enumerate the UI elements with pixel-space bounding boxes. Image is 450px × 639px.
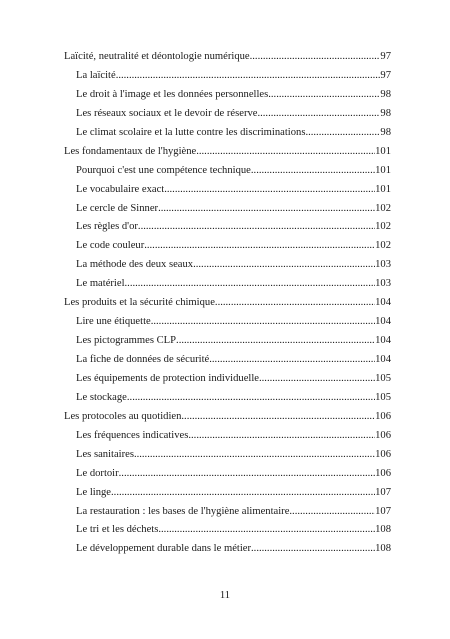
toc-entry-title: Les produits et la sécurité chimique (64, 297, 215, 309)
dot-leader (193, 256, 375, 275)
toc-entry-page: 101 (375, 145, 391, 157)
toc-subsection-entry[interactable] (64, 540, 391, 559)
toc-entry-title: Les règles d'or (76, 221, 138, 233)
toc-entry-page: 105 (375, 372, 391, 384)
toc-subsection-entry[interactable] (64, 275, 391, 294)
toc-entry-page: 108 (375, 524, 391, 536)
toc-entry-page: 106 (375, 448, 391, 460)
dot-leader (257, 105, 380, 124)
toc-entry-title: Le climat scolaire et la lutte contre les discriminations (76, 126, 306, 138)
toc-entry-page: 106 (375, 467, 391, 479)
dot-leader (181, 408, 375, 427)
toc-entry-page: 101 (375, 164, 391, 176)
toc-entry-page: 97 (380, 51, 391, 62)
toc-subsection-entry[interactable] (64, 218, 391, 237)
toc-subsection-entry[interactable] (64, 521, 391, 540)
toc-entry-page: 98 (380, 107, 391, 119)
toc-entry-page: 97 (380, 69, 391, 81)
toc-entry-title: Le matériel (76, 278, 125, 290)
dot-leader (268, 86, 380, 105)
dot-leader (305, 124, 380, 143)
toc-entry-page: 103 (375, 278, 391, 290)
toc-subsection-entry[interactable] (64, 427, 391, 446)
toc-entry-title: La restauration : les bases de l'hygiène alimentaire (76, 505, 290, 517)
toc-section-entry[interactable] (64, 408, 391, 427)
toc-subsection-entry[interactable] (64, 105, 391, 124)
toc-entry-page: 106 (375, 410, 391, 422)
toc-subsection-entry[interactable] (64, 67, 391, 86)
toc-section-entry[interactable] (64, 294, 391, 313)
toc-subsection-entry[interactable] (64, 181, 391, 200)
dot-leader (116, 67, 381, 86)
toc-entry-page: 98 (380, 126, 391, 138)
toc-subsection-entry[interactable] (64, 370, 391, 389)
toc-entry-title: Pourquoi c'est une compétence technique (76, 164, 251, 176)
toc-entry-title: Le linge (76, 486, 112, 498)
dot-leader (138, 218, 375, 237)
toc-entry-page: 103 (375, 259, 391, 271)
toc-entry-title: Les fréquences indicatives (76, 429, 189, 441)
toc-entry-page: 104 (375, 316, 391, 328)
toc-subsection-entry[interactable] (64, 200, 391, 219)
toc-entry-page: 98 (380, 88, 391, 100)
dot-leader (188, 427, 375, 446)
toc-entry-title: Lire une étiquette (76, 316, 151, 328)
toc-entry-title: Le tri et les déchets (76, 524, 159, 536)
dot-leader (158, 200, 375, 219)
toc-entry-title: Le vocabulaire exact (76, 183, 165, 195)
toc-entry-title: Les fondamentaux de l'hygiène (64, 145, 197, 157)
dot-leader (259, 370, 375, 389)
toc-entry-title: Les pictogrammes CLP (76, 335, 177, 347)
toc-entry-title: Le stockage (76, 391, 127, 403)
toc-section-entry[interactable] (64, 143, 391, 162)
table-of-contents (64, 48, 391, 559)
toc-entry-title: Les protocoles au quotidien (64, 410, 182, 422)
page-number: 11 (219, 590, 231, 601)
toc-subsection-entry[interactable] (64, 465, 391, 484)
toc-entry-title: Le cercle de Sinner (76, 202, 159, 214)
toc-entry-page: 104 (375, 354, 391, 365)
dot-leader (196, 143, 375, 162)
toc-subsection-entry[interactable] (64, 256, 391, 275)
toc-entry-page: 107 (375, 505, 391, 517)
toc-subsection-entry[interactable] (64, 389, 391, 408)
toc-entry-title: La fiche de données de sécurité (76, 354, 210, 365)
toc-entry-title: Le droit à l'image et les données personnelles (76, 88, 269, 100)
toc-entry-title: Les sanitaires (76, 448, 134, 460)
toc-entry-page: 102 (375, 221, 391, 233)
toc-subsection-entry[interactable] (64, 503, 391, 522)
toc-entry-title: Les réseaux sociaux et le devoir de réserve (76, 107, 258, 119)
toc-section-entry[interactable] (64, 48, 391, 67)
toc-subsection-entry[interactable] (64, 351, 391, 370)
toc-subsection-entry[interactable] (64, 237, 391, 256)
toc-entry-title: Laïcité, neutralité et déontologie numérique (64, 51, 250, 62)
toc-subsection-entry[interactable] (64, 86, 391, 105)
toc-subsection-entry[interactable] (64, 484, 391, 503)
dot-leader (251, 540, 375, 559)
dot-leader (289, 503, 375, 522)
dot-leader (176, 332, 375, 351)
dot-leader (151, 313, 375, 332)
dot-leader (251, 162, 375, 181)
toc-entry-page: 105 (375, 391, 391, 403)
toc-entry-title: La laïcité (76, 69, 116, 81)
dot-leader (209, 351, 375, 370)
toc-entry-page: 101 (375, 183, 391, 195)
dot-leader (164, 181, 375, 200)
toc-entry-title: Le code couleur (76, 240, 145, 252)
toc-entry-page: 106 (375, 429, 391, 441)
toc-entry-title: La méthode des deux seaux (76, 259, 194, 271)
dot-leader (125, 275, 376, 294)
toc-subsection-entry[interactable] (64, 332, 391, 351)
dot-leader (111, 484, 375, 503)
toc-subsection-entry[interactable] (64, 124, 391, 143)
dot-leader (119, 465, 375, 484)
dot-leader (127, 389, 375, 408)
toc-subsection-entry[interactable] (64, 162, 391, 181)
toc-entry-page: 107 (375, 486, 391, 498)
dot-leader (144, 237, 375, 256)
dot-leader (158, 521, 375, 540)
toc-subsection-entry[interactable] (64, 446, 391, 465)
dot-leader (134, 446, 375, 465)
toc-entry-page: 102 (375, 202, 391, 214)
toc-entry-title: Le dortoir (76, 467, 119, 479)
toc-subsection-entry[interactable] (64, 313, 391, 332)
dot-leader (215, 294, 375, 313)
toc-entry-page: 108 (375, 543, 391, 555)
toc-entry-title: Le développement durable dans le métier (76, 543, 252, 555)
dot-leader (250, 48, 381, 67)
toc-entry-title: Les équipements de protection individuelle (76, 372, 259, 384)
toc-entry-page: 102 (375, 240, 391, 252)
toc-entry-page: 104 (375, 335, 391, 347)
toc-entry-page: 104 (375, 297, 391, 309)
